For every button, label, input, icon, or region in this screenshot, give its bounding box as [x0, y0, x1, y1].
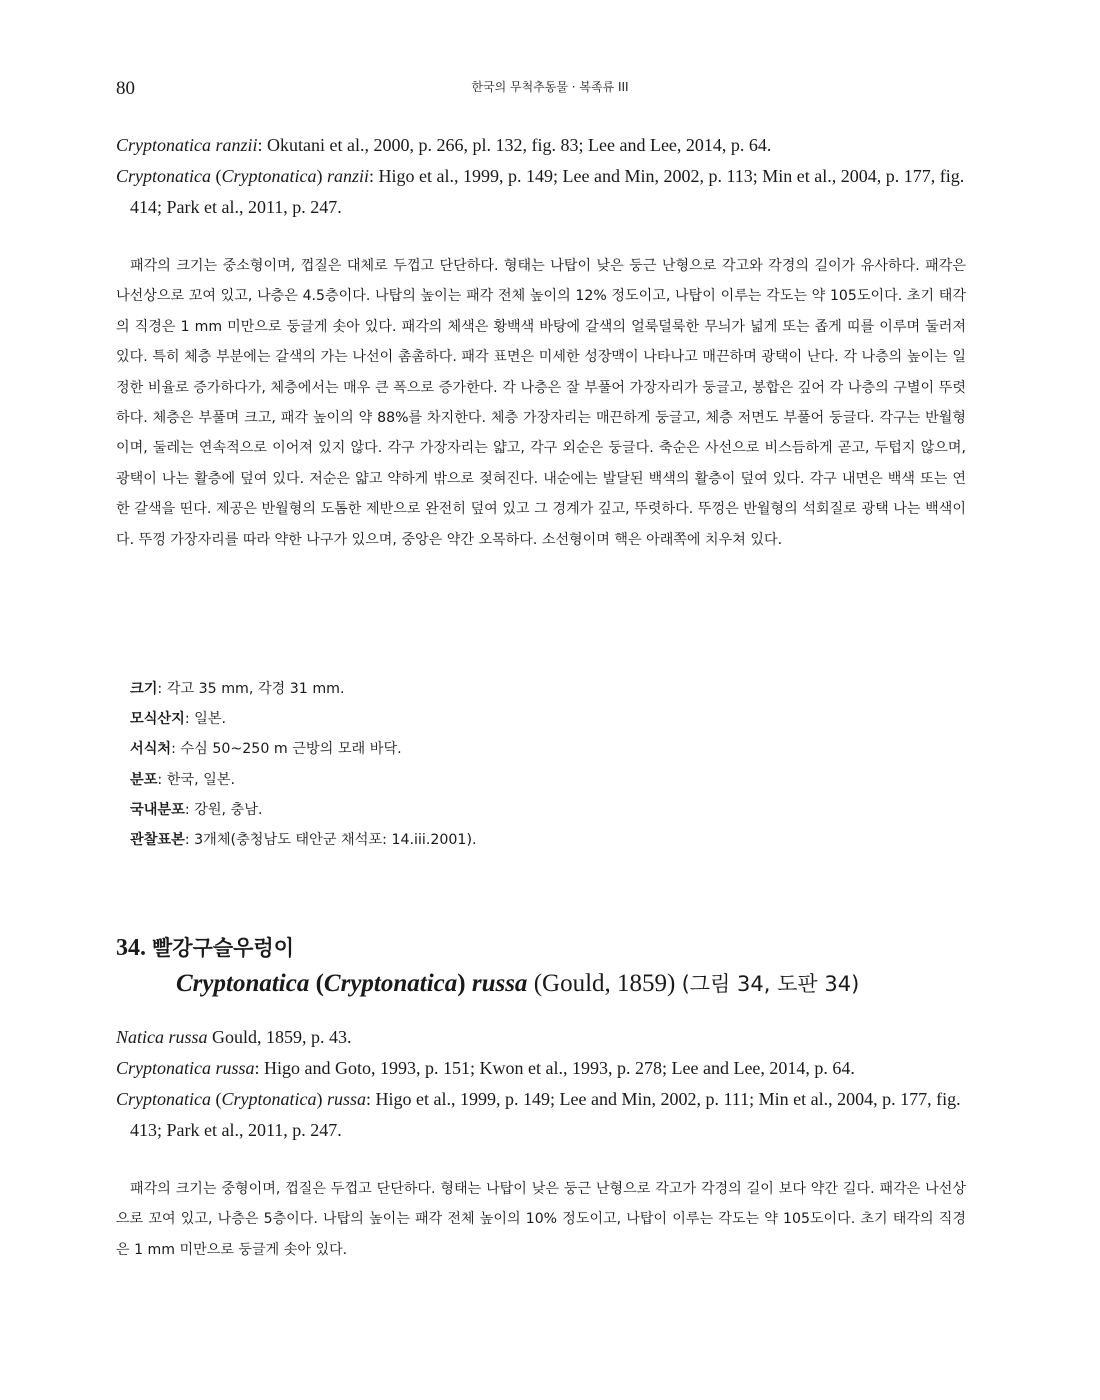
citation: Gould, 1859, p. 43.: [207, 1027, 352, 1047]
running-title: 한국의 무척추동물 · 복족류 III: [471, 80, 629, 94]
species-scientific-name: Cryptonatica (Cryptonatica) russa (Gould, 1859) (그림 34, 도판 34): [176, 970, 860, 997]
prev-species-description: 패각의 크기는 중소형이며, 껍질은 대체로 두껍고 단단하다. 형태는 나탑이 낮은 둥근 난형으로 각고와 각경의 길이가 유사하다. 패각은 나선상으로 꼬여 있고, 나층은 4.5층이다. 나탑의 높이는 패각 전체 높이의 12% 정도이고, 나탑이 이루는 각도는 약 105도이다. 초기 태각의 직경은 1 mm 미만으로 둥글게 솟아 있다. 패각의 체색은 황백색 바탕에 갈색의 얼룩덜룩한 무늬가 넓게 또는 좁게 띠를 이루며 둘러져 있다. 특히 체층 부분에는 갈색의 가는 나선이 촘촘하다. 패각 표면은 미세한 성장맥이 나타나고 매끈하며 광택이 난다. 각 나층의 높이는 일정한 비율로 증가하다가, 체층에서는 매우 큰 폭으로 증가한다. 각 나층은 잘 부풀어 가장자리가 둥글고, 봉합은 깊어 각 나층의 구별이 뚜렷하다. 체층은 부풀며 크고, 패각 높이의 약 88%를 차지한다. 체층 가장자리는 매끈하게 둥글고, 체층 저면도 부풀어 둥글다. 각구는 반월형이며, 둘레는 연속적으로 이어져 있지 않다. 각구 가장자리는 얇고, 각구 외순은 둥글다. 축순은 사선으로 비스듬하게 곧고, 두텁지 않으며, 광택이 나는 활층에 덮여 있다. 저순은 얇고 약하게 밖으로 젖혀진다. 내순에는 발달된 백색의 활층이 덮여 있다. 각구 내면은 백색 또는 연한 갈색을 띤다. 제공은 반월형의 도톰한 제반으로 완전히 덮여 있고 그 경계가 깊고, 뚜렷하다. 뚜껑은 반월형의 석회질로 광택 나는 백색이다. 뚜껑 가장자리를 따라 약한 나구가 있으며, 중앙은 약간 오목하다. 소선형이며 핵은 아래쪽에 치우쳐 있다.: [116, 258, 966, 548]
fact-domestic-distribution: 국내분포: 강원, 충남.: [130, 801, 263, 818]
taxon-epithet: russa: [327, 1089, 367, 1109]
citation: : Higo et al., 1999, p. 149; Lee and Min, 2002, p. 111; Min et al., 2004, p. 177, fig. 413; Park et al., 2011, p. 247.: [130, 1089, 961, 1140]
fact-specimens: 관찰표본: 3개체(충청남도 태안군 채석포: 14.iii.2001).: [130, 832, 477, 849]
fact-size: 크기: 각고 35 mm, 각경 31 mm.: [130, 681, 345, 697]
fact-type-locality: 모식산지: 일본.: [130, 711, 227, 728]
taxon-name: Cryptonatica: [116, 166, 211, 186]
species-number: 34.: [116, 935, 146, 961]
taxon-name: Cryptonatica ranzii: [116, 135, 258, 155]
epithet: russa: [471, 970, 528, 997]
species-references: [116, 1022, 966, 1146]
species-description: 패각의 크기는 중형이며, 껍질은 두껍고 단단하다. 형태는 나탑이 낮은 둥근 난형으로 각고가 각경의 길이 보다 약간 길다. 패각은 나선상으로 꼬여 있고, 나층은 5층이다. 나탑의 높이는 패각 전체 높이의 10% 정도이고, 나탑이 이루는 각도는 약 105도이다. 초기 태각의 직경은 1 mm 미만으로 둥글게 솟아 있다.: [116, 1181, 966, 1258]
fact-habitat: 서식처: 수심 50~250 m 근방의 모래 바닥.: [130, 741, 402, 758]
prev-species-references: [116, 130, 966, 223]
fact-distribution: 분포: 한국, 일본.: [130, 771, 236, 788]
taxon-name: Natica russa: [116, 1027, 208, 1047]
figure-reference: (그림 34, 도판 34): [681, 972, 860, 996]
species-korean-name: 빨강구슬우렁이: [152, 936, 295, 960]
reference-entry: [116, 130, 966, 161]
taxon-subgenus: Cryptonatica: [221, 166, 317, 186]
species-heading: [116, 930, 1016, 1002]
taxon-name: Cryptonatica: [116, 1089, 211, 1109]
page-number: 80: [116, 78, 135, 99]
citation: : Okutani et al., 2000, p. 266, pl. 132, fig. 83; Lee and Lee, 2014, p. 64.: [257, 135, 772, 155]
author: (Gould, 1859): [533, 970, 676, 997]
reference-entry: [116, 1053, 966, 1084]
prev-species-facts: [116, 674, 980, 855]
taxon-name: Cryptonatica russa: [116, 1058, 255, 1078]
reference-entry: Cryptonatica (Cryptonatica) russa: Higo et al., 1999, p. 149; Lee and Min, 2002, p. 111; Min et al., 2004, p. 177, fig. 413; Park et al., 2011, p. 247.: [116, 1089, 961, 1140]
subgenus: Cryptonatica: [323, 970, 458, 997]
taxon-subgenus: Cryptonatica: [221, 1089, 317, 1109]
genus: Cryptonatica: [176, 970, 310, 997]
reference-entry: [116, 1022, 966, 1053]
species-heading-line1: [116, 930, 1016, 966]
reference-entry: Cryptonatica (Cryptonatica) ranzii: Higo et al., 1999, p. 149; Lee and Min, 2002, p. 113; Min et al., 2004, p. 177, fig. 414; Park et al., 2011, p. 247.: [116, 166, 965, 217]
citation: : Higo and Goto, 1993, p. 151; Kwon et al., 1993, p. 278; Lee and Lee, 2014, p. 64.: [254, 1058, 855, 1078]
citation: : Higo et al., 1999, p. 149; Lee and Min, 2002, p. 113; Min et al., 2004, p. 177, fig. 414; Park et al., 2011, p. 247.: [130, 166, 965, 217]
taxon-epithet: ranzii: [327, 166, 370, 186]
